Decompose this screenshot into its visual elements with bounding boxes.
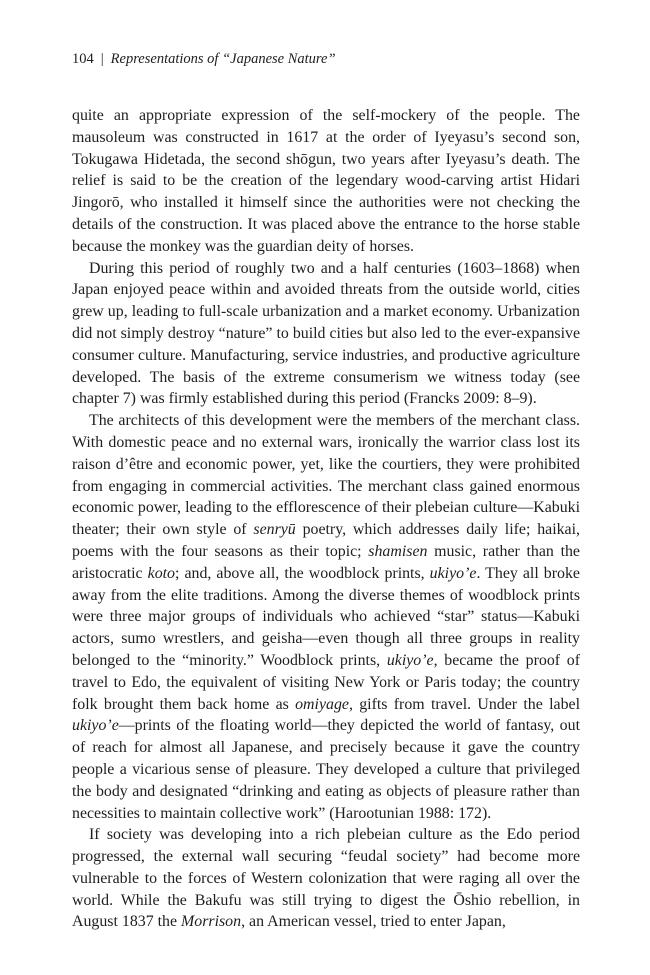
paragraph-1 bbox=[72, 105, 580, 258]
body-text bbox=[72, 105, 580, 933]
italic-term-ukiyoe: ukiyo’e bbox=[72, 717, 119, 735]
running-title: Representations of “Japanese Nature” bbox=[110, 51, 336, 67]
page-number: 104 bbox=[72, 51, 94, 67]
paragraph-1-text: quite an appropriate expression of the self-mockery of the people. The mausoleum was constructed in 1617 at the order of Iyeyasu’s second son, Tokugawa Hidetada, the second shōgun, two years after Iyeyasu’s death. The relief is said to be the creation of the legendary wood-carving artist Hidari Jingorō, who installed it himself since the authorities were not checking the details of the construction. It was placed above the entrance to the horse stable because the monkey was the guardian deity of horses. bbox=[72, 107, 580, 255]
italic-term-koto: koto bbox=[147, 564, 175, 582]
text-run: . They all broke away from the elite traditions. Among the diverse themes of woodblock prints were three major groups of individuals who achieved “star” status—Kabuki actors, sumo wrestlers, and geisha—even though all three groups in reality belonged to the “minority.” Woodblock prints, bbox=[72, 564, 580, 669]
paragraph-2-text: During this period of roughly two and a half centuries (1603–1868) when Japan enjoyed peace within and avoided threats from the outside world, cities grew up, leading to full-scale urbanization and a market economy. Urbanization did not simply destroy “nature” to build cities but also led to the ever-expansive consumer culture. Manufacturing, service industries, and productive agriculture developed. The basis of the extreme consumerism we witness today (see chapter 7) was firmly established during this period (Francks 2009: 8–9). bbox=[72, 259, 580, 408]
text-run: If society was developing into a rich plebeian culture as the Edo period progressed, the external wall securing “feudal society” had become more vulnerable to the forces of Western colonization that were raging all over the world. While the Bakufu was still trying to digest the Ōshio rebellion, in August 1837 the bbox=[72, 826, 580, 931]
italic-term-senryu: senryū bbox=[253, 521, 296, 539]
text-run: poetry, which addresses daily life; haikai, poems with the four seasons as their topic; bbox=[72, 521, 580, 560]
italic-term-ukiyoe: ukiyo’e bbox=[386, 651, 434, 669]
paragraph-3 bbox=[72, 410, 580, 824]
paragraph-2 bbox=[72, 258, 580, 411]
italic-term-shamisen: shamisen bbox=[368, 542, 428, 560]
text-run: The architects of this development were the members of the merchant class. With domestic peace and no external wars, ironically the warrior class lost its raison d’être and economic power, yet, like the courtiers, they were prohibited from engaging in commercial activities. The merchant class gained enormous economic power, leading to the efflorescence of their plebeian culture—Kabuki theater; their own style of bbox=[72, 412, 580, 539]
text-run: , gifts from travel. Under the label bbox=[348, 695, 580, 713]
running-header bbox=[72, 50, 336, 68]
text-run: —prints of the floating world—they depicted the world of fantasy, out of reach for almost all Japanese, and precisely because it gave the country people a vicarious sense of pleasure. They developed a culture that privileged the body and designated “drinking and eating as objects of pleasure rather than necessities to maintain collective work” (Harootunian 1988: 172). bbox=[72, 717, 580, 822]
paragraph-4 bbox=[72, 824, 580, 933]
text-run: music, rather than the aristocratic bbox=[72, 542, 580, 582]
italic-term-omiyage: omiyage bbox=[295, 695, 349, 713]
header-separator: | bbox=[100, 51, 104, 67]
italic-ship-name: Morrison bbox=[181, 913, 242, 931]
italic-term-ukiyoe: ukiyo’e bbox=[429, 564, 477, 582]
text-run: , an American vessel, tried to enter Japan, bbox=[241, 913, 506, 931]
text-run: , became the proof of travel to Edo, the equivalent of visiting New York or Paris today; the country folk brought them back home as bbox=[72, 651, 581, 713]
text-run: ; and, above all, the woodblock prints, bbox=[175, 564, 430, 582]
